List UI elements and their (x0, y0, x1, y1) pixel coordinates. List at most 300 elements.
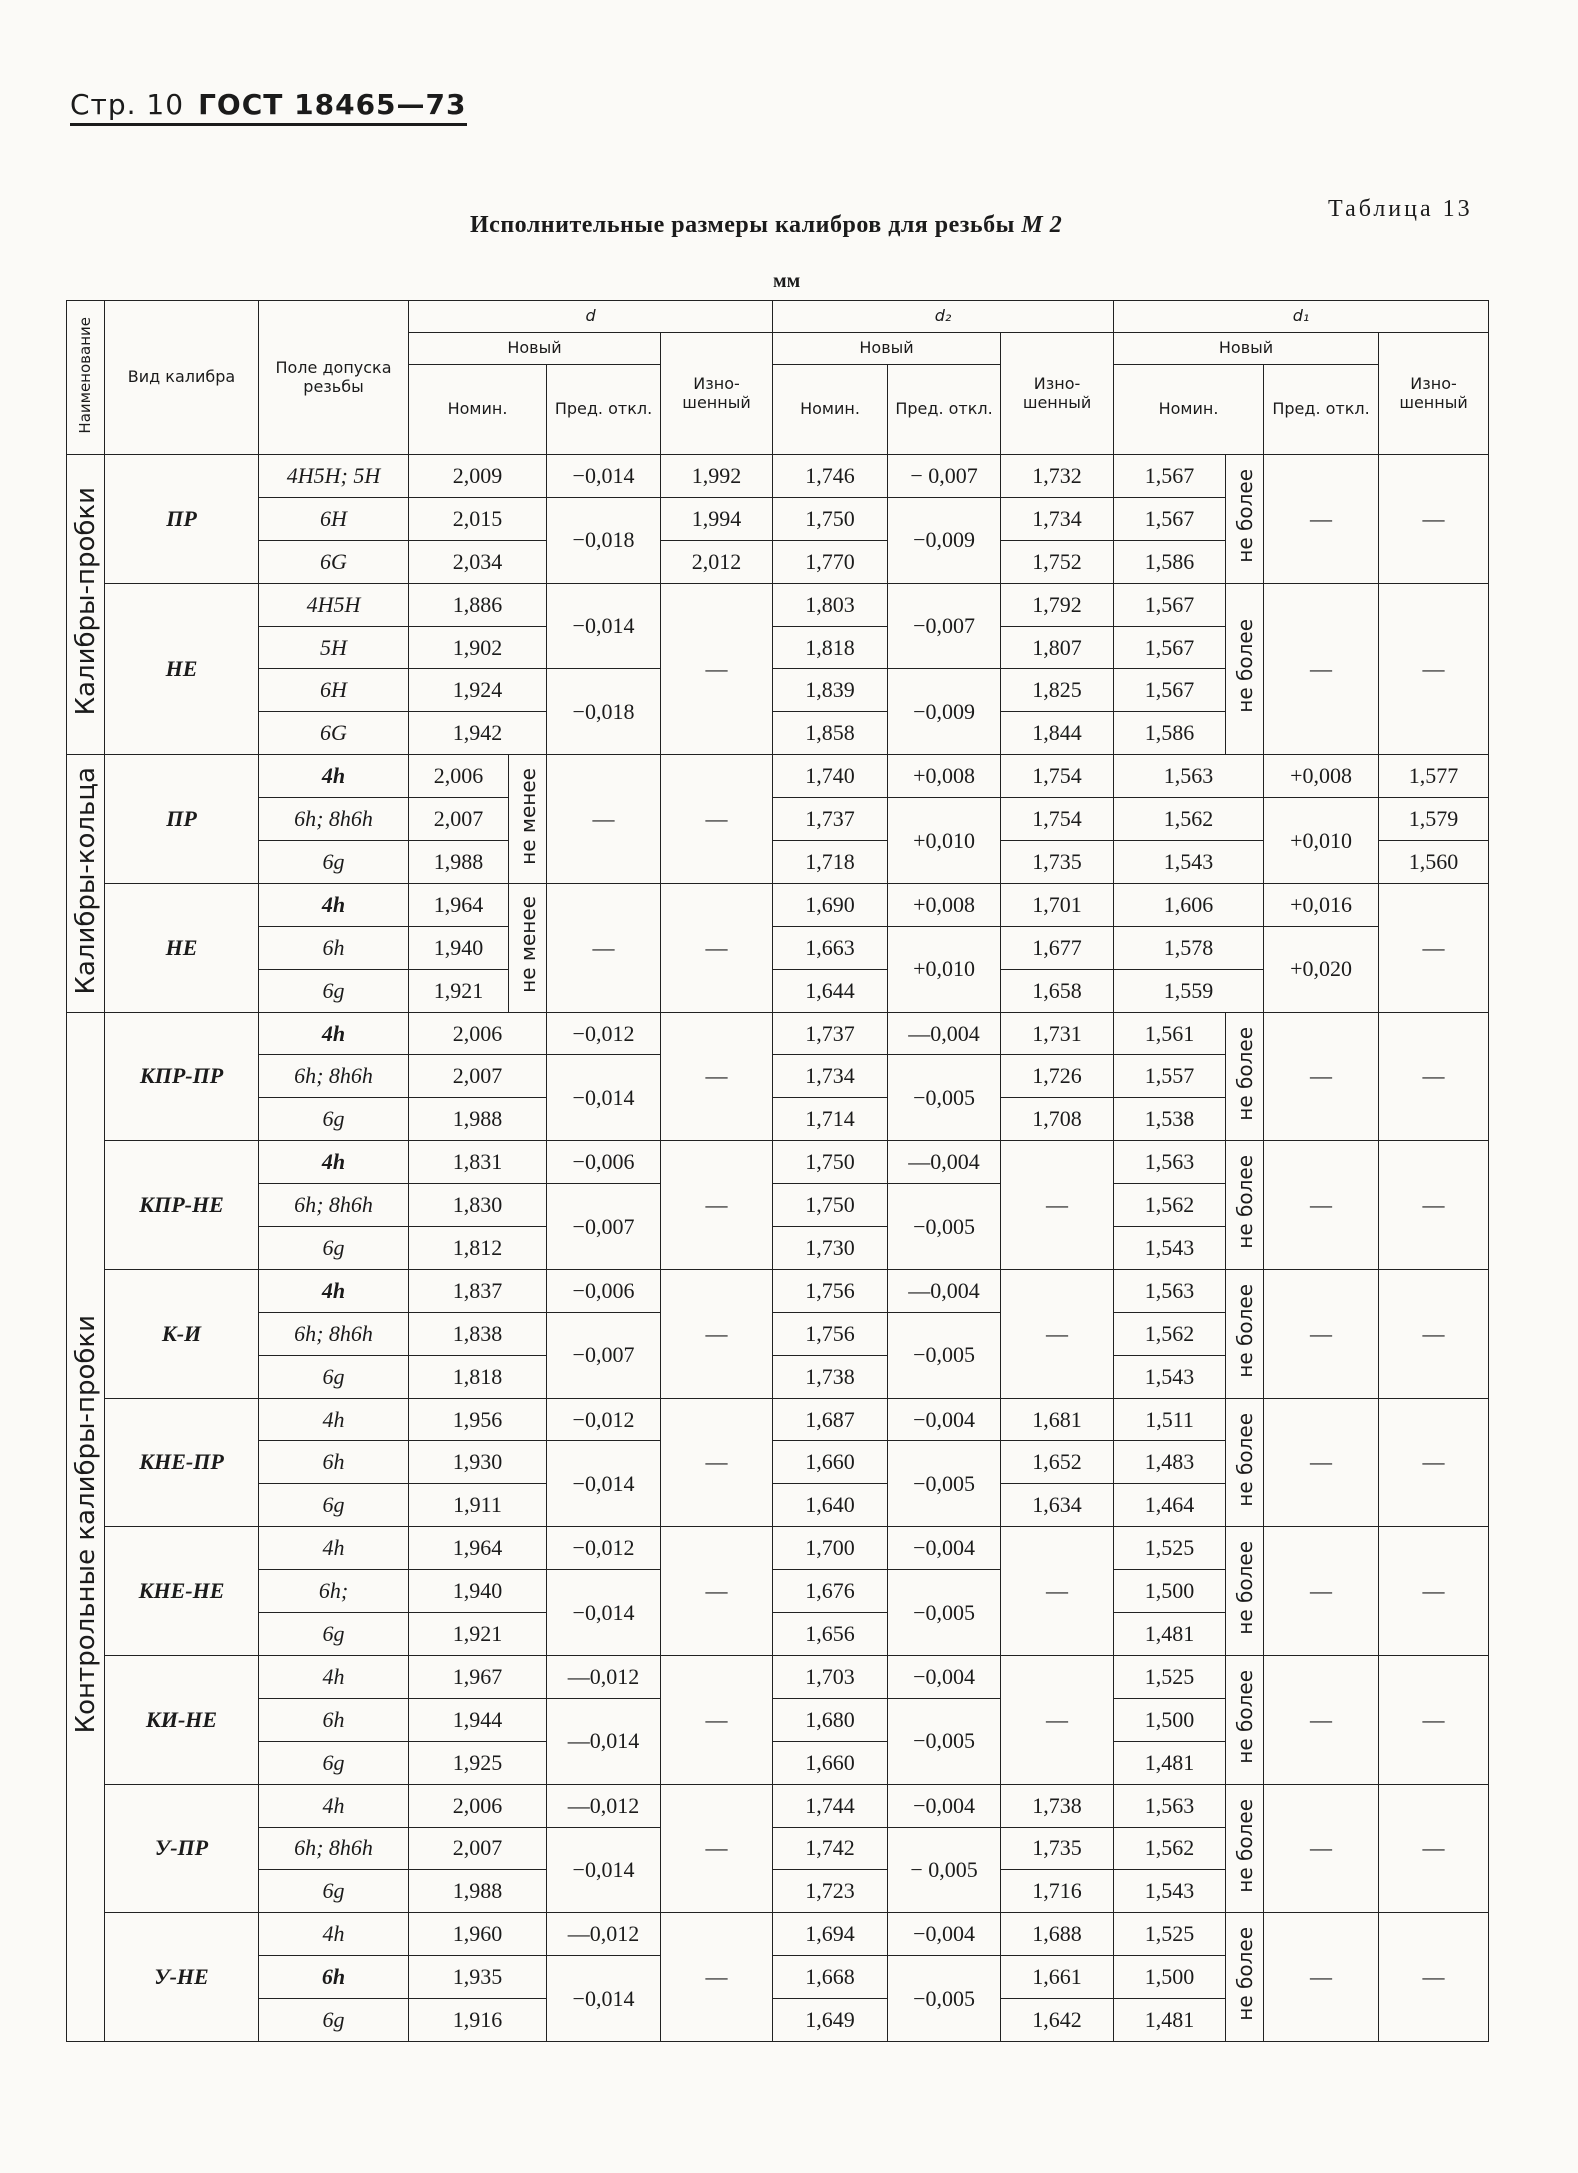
d-deviation: −0,007 (547, 1312, 661, 1398)
d-nominal: 1,956 (409, 1398, 547, 1441)
dash-cell: — (1001, 1527, 1114, 1656)
d2-new-header: Новый (773, 333, 1001, 365)
d-nominal: 2,009 (409, 455, 547, 498)
table-row (67, 1784, 1489, 1827)
d-deviation: −0,014 (547, 455, 661, 498)
d2-worn: 1,807 (1001, 626, 1114, 669)
tolerance-field: 4h (259, 883, 409, 926)
vertical-tag: не более (1232, 1283, 1257, 1378)
d1-nominal: 1,563 (1114, 1141, 1226, 1184)
d2-deviation: +0,008 (888, 755, 1001, 798)
dash-cell: — (1379, 1141, 1489, 1270)
standard-number: ГОСТ 18465—73 (198, 88, 467, 121)
d2-nominal: 1,750 (773, 1184, 888, 1227)
dash-cell: — (661, 755, 773, 884)
d2-deviation: −0,005 (888, 1956, 1001, 2042)
tolerance-field: 4h (259, 1269, 409, 1312)
d2-nominal: 1,756 (773, 1269, 888, 1312)
d2-worn: 1,634 (1001, 1484, 1114, 1527)
d2-deviation: −0,009 (888, 669, 1001, 755)
d1-nominal: 1,543 (1114, 841, 1264, 884)
d1-nominal: 1,561 (1114, 1012, 1226, 1055)
d2-nominal: 1,718 (773, 841, 888, 884)
vertical-tag: не менее (515, 767, 540, 865)
d1-nominal: 1,481 (1114, 1741, 1226, 1784)
d-deviation: −0,012 (547, 1527, 661, 1570)
d-deviation: —0,014 (547, 1698, 661, 1784)
tolerance-field: 4h (259, 1012, 409, 1055)
d-deviation: −0,018 (547, 669, 661, 755)
dash-cell: — (661, 1141, 773, 1270)
not-more-label (1226, 1012, 1264, 1141)
col-d-header: d (409, 301, 773, 333)
d2-nominal: 1,680 (773, 1698, 888, 1741)
d1-nominal: 1,500 (1114, 1570, 1226, 1613)
d-nominal: 2,007 (409, 798, 509, 841)
d-nominal: 1,967 (409, 1655, 547, 1698)
vertical-tag: не менее (515, 896, 540, 994)
d-nominal: 2,034 (409, 540, 547, 583)
tolerance-field: 6g (259, 1098, 409, 1141)
d2-worn: 1,716 (1001, 1870, 1114, 1913)
d2-deviation-header: Пред. откл. (888, 365, 1001, 455)
d-nominal: 2,007 (409, 1055, 547, 1098)
d1-nominal: 1,562 (1114, 798, 1264, 841)
table-number: Таблица 13 (1328, 196, 1473, 222)
d-nominal: 1,988 (409, 1870, 547, 1913)
d2-worn: 1,752 (1001, 540, 1114, 583)
gauge-kind: КНЕ-НЕ (105, 1527, 259, 1656)
d-nominal: 1,940 (409, 926, 509, 969)
col-name-header: Наименование (67, 301, 105, 455)
d-nominal: 1,902 (409, 626, 547, 669)
dash-cell: — (1001, 1141, 1114, 1270)
d2-nominal: 1,746 (773, 455, 888, 498)
d2-worn: 1,642 (1001, 1999, 1114, 2042)
tolerance-field: 6H (259, 497, 409, 540)
d2-deviation: +0,010 (888, 798, 1001, 884)
d-deviation: —0,012 (547, 1913, 661, 1956)
d1-nominal: 1,606 (1114, 883, 1264, 926)
d2-nominal: 1,694 (773, 1913, 888, 1956)
d2-worn: 1,726 (1001, 1055, 1114, 1098)
d1-nominal: 1,481 (1114, 1999, 1226, 2042)
d1-nominal: 1,586 (1114, 712, 1226, 755)
d1-nominal-header: Номин. (1114, 365, 1264, 455)
d1-nominal: 1,483 (1114, 1441, 1226, 1484)
d-nominal: 1,921 (409, 969, 509, 1012)
d2-nominal: 1,656 (773, 1613, 888, 1656)
gauge-dimensions-table (66, 300, 1489, 2042)
not-more-label (1226, 1913, 1264, 2042)
d1-nominal: 1,567 (1114, 497, 1226, 540)
d-nominal: 1,960 (409, 1913, 547, 1956)
d-nominal: 1,831 (409, 1141, 547, 1184)
d1-nominal: 1,578 (1114, 926, 1264, 969)
table-body (67, 455, 1489, 2042)
d2-nominal: 1,668 (773, 1956, 888, 1999)
d2-nominal: 1,750 (773, 497, 888, 540)
d2-nominal: 1,663 (773, 926, 888, 969)
vertical-tag: не более (1232, 619, 1257, 713)
table-row (67, 883, 1489, 926)
page-header (70, 88, 467, 126)
d1-nominal: 1,525 (1114, 1655, 1226, 1698)
vertical-tag: не более (1232, 1541, 1257, 1635)
not-more-label (1226, 455, 1264, 584)
tolerance-field: 4h (259, 1527, 409, 1570)
dash-cell: — (1379, 1913, 1489, 2042)
d2-worn: 1,732 (1001, 455, 1114, 498)
d-nominal: 1,944 (409, 1698, 547, 1741)
table-title (470, 212, 1062, 239)
d2-worn: 1,844 (1001, 712, 1114, 755)
d-nominal: 1,988 (409, 1098, 547, 1141)
d2-deviation: −0,009 (888, 497, 1001, 583)
d2-deviation: −0,004 (888, 1398, 1001, 1441)
tolerance-field: 5H (259, 626, 409, 669)
d1-new-header: Новый (1114, 333, 1379, 365)
d1-nominal: 1,481 (1114, 1613, 1226, 1656)
d1-nominal: 1,538 (1114, 1098, 1226, 1141)
d-nominal: 1,818 (409, 1355, 547, 1398)
dash-cell: — (1264, 1269, 1379, 1398)
table-row (67, 1527, 1489, 1570)
d1-deviation: +0,008 (1264, 755, 1379, 798)
d2-deviation: −0,005 (888, 1312, 1001, 1398)
d-deviation: −0,007 (547, 1184, 661, 1270)
d2-nominal: 1,723 (773, 1870, 888, 1913)
dash-cell: — (1379, 1012, 1489, 1141)
tolerance-field: 6g (259, 1613, 409, 1656)
tolerance-field: 6h; 8h6h (259, 798, 409, 841)
d2-worn: 1,754 (1001, 755, 1114, 798)
dash-cell: — (661, 583, 773, 755)
d2-worn: 1,825 (1001, 669, 1114, 712)
d1-nominal: 1,567 (1114, 455, 1226, 498)
d-nominal: 1,935 (409, 1956, 547, 1999)
d1-deviation: +0,010 (1264, 798, 1379, 884)
tolerance-field: 6g (259, 1355, 409, 1398)
tolerance-field: 6g (259, 1870, 409, 1913)
not-more-label (1226, 1269, 1264, 1398)
d1-nominal: 1,525 (1114, 1527, 1226, 1570)
d-worn: 2,012 (661, 540, 773, 583)
table-row (67, 1269, 1489, 1312)
table-row (67, 1398, 1489, 1441)
d2-deviation: +0,008 (888, 883, 1001, 926)
d2-nominal: 1,640 (773, 1484, 888, 1527)
vertical-tag: не более (1232, 1155, 1257, 1249)
d1-nominal: 1,567 (1114, 583, 1226, 626)
vertical-tag: не более (1232, 1669, 1257, 1764)
d1-nominal: 1,567 (1114, 626, 1226, 669)
d-nominal: 2,006 (409, 1784, 547, 1827)
d2-nominal: 1,700 (773, 1527, 888, 1570)
d2-nominal: 1,770 (773, 540, 888, 583)
d2-deviation: −0,005 (888, 1698, 1001, 1784)
d2-worn: 1,708 (1001, 1098, 1114, 1141)
d-deviation-header: Пред. откл. (547, 365, 661, 455)
dash-cell: — (661, 883, 773, 1012)
table-row (67, 1141, 1489, 1184)
tolerance-field: 4h (259, 1913, 409, 1956)
gauge-kind: КПР-НЕ (105, 1141, 259, 1270)
not-more-label (1226, 583, 1264, 755)
dash-cell: — (661, 1012, 773, 1141)
d2-nominal: 1,839 (773, 669, 888, 712)
d-nominal-header: Номин. (409, 365, 547, 455)
tolerance-field: 6g (259, 1999, 409, 2042)
d-deviation: −0,014 (547, 1956, 661, 2042)
col-d2-header: d₂ (773, 301, 1114, 333)
d2-worn: 1,661 (1001, 1956, 1114, 1999)
gauge-kind: КПР-ПР (105, 1012, 259, 1141)
not-more-label (1226, 1655, 1264, 1784)
d2-deviation: −0,005 (888, 1184, 1001, 1270)
dash-cell: — (1379, 455, 1489, 584)
d2-nominal-header: Номин. (773, 365, 888, 455)
d1-nominal: 1,563 (1114, 1784, 1226, 1827)
d-nominal: 1,812 (409, 1227, 547, 1270)
d1-nominal: 1,557 (1114, 1055, 1226, 1098)
d-nominal: 1,940 (409, 1570, 547, 1613)
d1-nominal: 1,464 (1114, 1484, 1226, 1527)
d-nominal: 1,921 (409, 1613, 547, 1656)
d2-worn: 1,734 (1001, 497, 1114, 540)
dash-cell: — (1264, 583, 1379, 755)
table-row (67, 583, 1489, 626)
d2-deviation: − 0,005 (888, 1827, 1001, 1913)
d-nominal: 2,006 (409, 1012, 547, 1055)
col-d1-header: d₁ (1114, 301, 1489, 333)
d1-nominal: 1,562 (1114, 1312, 1226, 1355)
table-row (67, 1655, 1489, 1698)
gauge-kind: К-И (105, 1269, 259, 1398)
d-deviation: −0,014 (547, 1827, 661, 1913)
tolerance-field: 4H5H; 5H (259, 455, 409, 498)
tolerance-field: 6h; (259, 1570, 409, 1613)
dash-cell: — (1264, 1655, 1379, 1784)
d2-nominal: 1,744 (773, 1784, 888, 1827)
table-row (67, 755, 1489, 798)
d-deviation: —0,012 (547, 1655, 661, 1698)
tolerance-field: 6h (259, 1441, 409, 1484)
not-less-label (509, 883, 547, 1012)
d2-worn: 1,731 (1001, 1012, 1114, 1055)
tolerance-field: 6g (259, 1484, 409, 1527)
dash-cell: — (1264, 1913, 1379, 2042)
section-label (67, 755, 105, 1012)
d2-nominal: 1,730 (773, 1227, 888, 1270)
section-label (67, 1012, 105, 2041)
d-deviation: −0,006 (547, 1141, 661, 1184)
d2-deviation: +0,010 (888, 926, 1001, 1012)
d2-worn: 1,754 (1001, 798, 1114, 841)
table-row (67, 1012, 1489, 1055)
d-deviation: −0,018 (547, 497, 661, 583)
vertical-tag: не более (1232, 1927, 1257, 2021)
d2-worn: 1,735 (1001, 841, 1114, 884)
col-tolerance-header: Поле допуска резьбы (259, 301, 409, 455)
tolerance-field: 6h (259, 926, 409, 969)
dash-cell: — (661, 1784, 773, 1913)
dash-cell: — (1264, 455, 1379, 584)
dash-cell: — (661, 1527, 773, 1656)
dash-cell: — (547, 883, 661, 1012)
vertical-tag: не более (1232, 1798, 1257, 1893)
d2-deviation: −0,005 (888, 1441, 1001, 1527)
vertical-tag: не более (1232, 1412, 1257, 1507)
d1-nominal: 1,543 (1114, 1355, 1226, 1398)
table-row (67, 1913, 1489, 1956)
d2-nominal: 1,737 (773, 798, 888, 841)
d-deviation: −0,012 (547, 1012, 661, 1055)
d2-worn: 1,701 (1001, 883, 1114, 926)
not-more-label (1226, 1784, 1264, 1913)
unit-label: мм (773, 270, 801, 292)
tolerance-field: 6g (259, 969, 409, 1012)
d2-nominal: 1,756 (773, 1312, 888, 1355)
tolerance-field: 6h; 8h6h (259, 1055, 409, 1098)
not-more-label (1226, 1398, 1264, 1527)
d2-worn: 1,688 (1001, 1913, 1114, 1956)
d2-nominal: 1,714 (773, 1098, 888, 1141)
dash-cell: — (1379, 583, 1489, 755)
tolerance-field: 6g (259, 1741, 409, 1784)
tolerance-field: 4h (259, 1398, 409, 1441)
d1-worn: 1,579 (1379, 798, 1489, 841)
d-deviation: −0,014 (547, 1441, 661, 1527)
d2-nominal: 1,742 (773, 1827, 888, 1870)
table-title-text: Исполнительные размеры калибров для резьбы (470, 212, 1022, 238)
d2-nominal: 1,703 (773, 1655, 888, 1698)
dash-cell: — (1379, 1784, 1489, 1913)
d-nominal: 1,964 (409, 1527, 547, 1570)
d2-worn: 1,681 (1001, 1398, 1114, 1441)
d2-worn: 1,652 (1001, 1441, 1114, 1484)
gauge-kind: ПР (105, 455, 259, 584)
d1-nominal: 1,559 (1114, 969, 1264, 1012)
gauge-kind: КИ-НЕ (105, 1655, 259, 1784)
d-nominal: 2,007 (409, 1827, 547, 1870)
d2-nominal: 1,750 (773, 1141, 888, 1184)
tolerance-field: 6h; 8h6h (259, 1312, 409, 1355)
d2-nominal: 1,690 (773, 883, 888, 926)
d1-nominal: 1,586 (1114, 540, 1226, 583)
d1-worn: 1,577 (1379, 755, 1489, 798)
col-kind-header: Вид калибра (105, 301, 259, 455)
d2-nominal: 1,649 (773, 1999, 888, 2042)
d2-nominal: 1,738 (773, 1355, 888, 1398)
tolerance-field: 4h (259, 1655, 409, 1698)
dash-cell: — (1264, 1141, 1379, 1270)
tolerance-field: 6h; 8h6h (259, 1827, 409, 1870)
d2-deviation: −0,007 (888, 583, 1001, 669)
section-title: Калибры-кольца (70, 766, 101, 995)
d2-worn: 1,792 (1001, 583, 1114, 626)
dash-cell: — (1379, 1527, 1489, 1656)
tolerance-field: 4H5H (259, 583, 409, 626)
d-nominal: 1,830 (409, 1184, 547, 1227)
d-deviation: −0,012 (547, 1398, 661, 1441)
d1-nominal: 1,562 (1114, 1827, 1226, 1870)
dash-cell: — (1001, 1655, 1114, 1784)
d2-deviation: − 0,007 (888, 455, 1001, 498)
d2-deviation: −0,005 (888, 1055, 1001, 1141)
d-nominal: 1,925 (409, 1741, 547, 1784)
d2-nominal: 1,740 (773, 755, 888, 798)
section-label (67, 455, 105, 755)
d2-deviation: —0,004 (888, 1269, 1001, 1312)
d-nominal: 1,837 (409, 1269, 547, 1312)
d2-worn: 1,738 (1001, 1784, 1114, 1827)
gauge-kind: У-ПР (105, 1784, 259, 1913)
d2-worn: 1,735 (1001, 1827, 1114, 1870)
not-less-label (509, 755, 547, 884)
d-nominal: 1,942 (409, 712, 547, 755)
tolerance-field: 6g (259, 1227, 409, 1270)
section-title: Калибры-пробки (70, 487, 101, 716)
gauge-kind: ПР (105, 755, 259, 884)
d-worn-header: Изно-шенный (661, 333, 773, 455)
d1-nominal: 1,525 (1114, 1913, 1226, 1956)
dash-cell: — (1264, 1784, 1379, 1913)
d2-deviation: −0,004 (888, 1784, 1001, 1827)
d1-nominal: 1,500 (1114, 1956, 1226, 1999)
tolerance-field: 6g (259, 841, 409, 884)
d1-deviation: +0,020 (1264, 926, 1379, 1012)
d1-worn-header: Изно-шенный (1379, 333, 1489, 455)
not-more-label (1226, 1141, 1264, 1270)
d2-worn: 1,677 (1001, 926, 1114, 969)
d2-deviation: −0,004 (888, 1913, 1001, 1956)
tolerance-field: 6h (259, 1698, 409, 1741)
tolerance-field: 4h (259, 1784, 409, 1827)
d2-deviation: —0,004 (888, 1012, 1001, 1055)
d2-nominal: 1,660 (773, 1441, 888, 1484)
d-worn: 1,994 (661, 497, 773, 540)
d-deviation: −0,014 (547, 1570, 661, 1656)
dash-cell: — (1379, 1269, 1489, 1398)
dash-cell: — (1264, 1527, 1379, 1656)
d2-worn-header: Изно-шенный (1001, 333, 1114, 455)
table-row (67, 798, 1489, 841)
d-new-header: Новый (409, 333, 661, 365)
tolerance-field: 6h (259, 1956, 409, 1999)
d2-nominal: 1,644 (773, 969, 888, 1012)
d-nominal: 1,911 (409, 1484, 547, 1527)
d2-nominal: 1,660 (773, 1741, 888, 1784)
d-nominal: 2,006 (409, 755, 509, 798)
dash-cell: — (661, 1913, 773, 2042)
d-nominal: 1,924 (409, 669, 547, 712)
table-row (67, 455, 1489, 498)
d1-nominal: 1,567 (1114, 669, 1226, 712)
d2-nominal: 1,803 (773, 583, 888, 626)
dash-cell: — (661, 1269, 773, 1398)
gauge-kind: НЕ (105, 883, 259, 1012)
d-nominal: 1,838 (409, 1312, 547, 1355)
vertical-tag: не более (1232, 468, 1257, 563)
d1-deviation-header: Пред. откл. (1264, 365, 1379, 455)
d1-nominal: 1,543 (1114, 1227, 1226, 1270)
d1-nominal: 1,511 (1114, 1398, 1226, 1441)
d1-nominal: 1,563 (1114, 755, 1264, 798)
d2-nominal: 1,676 (773, 1570, 888, 1613)
d1-nominal: 1,562 (1114, 1184, 1226, 1227)
tolerance-field: 6h; 8h6h (259, 1184, 409, 1227)
